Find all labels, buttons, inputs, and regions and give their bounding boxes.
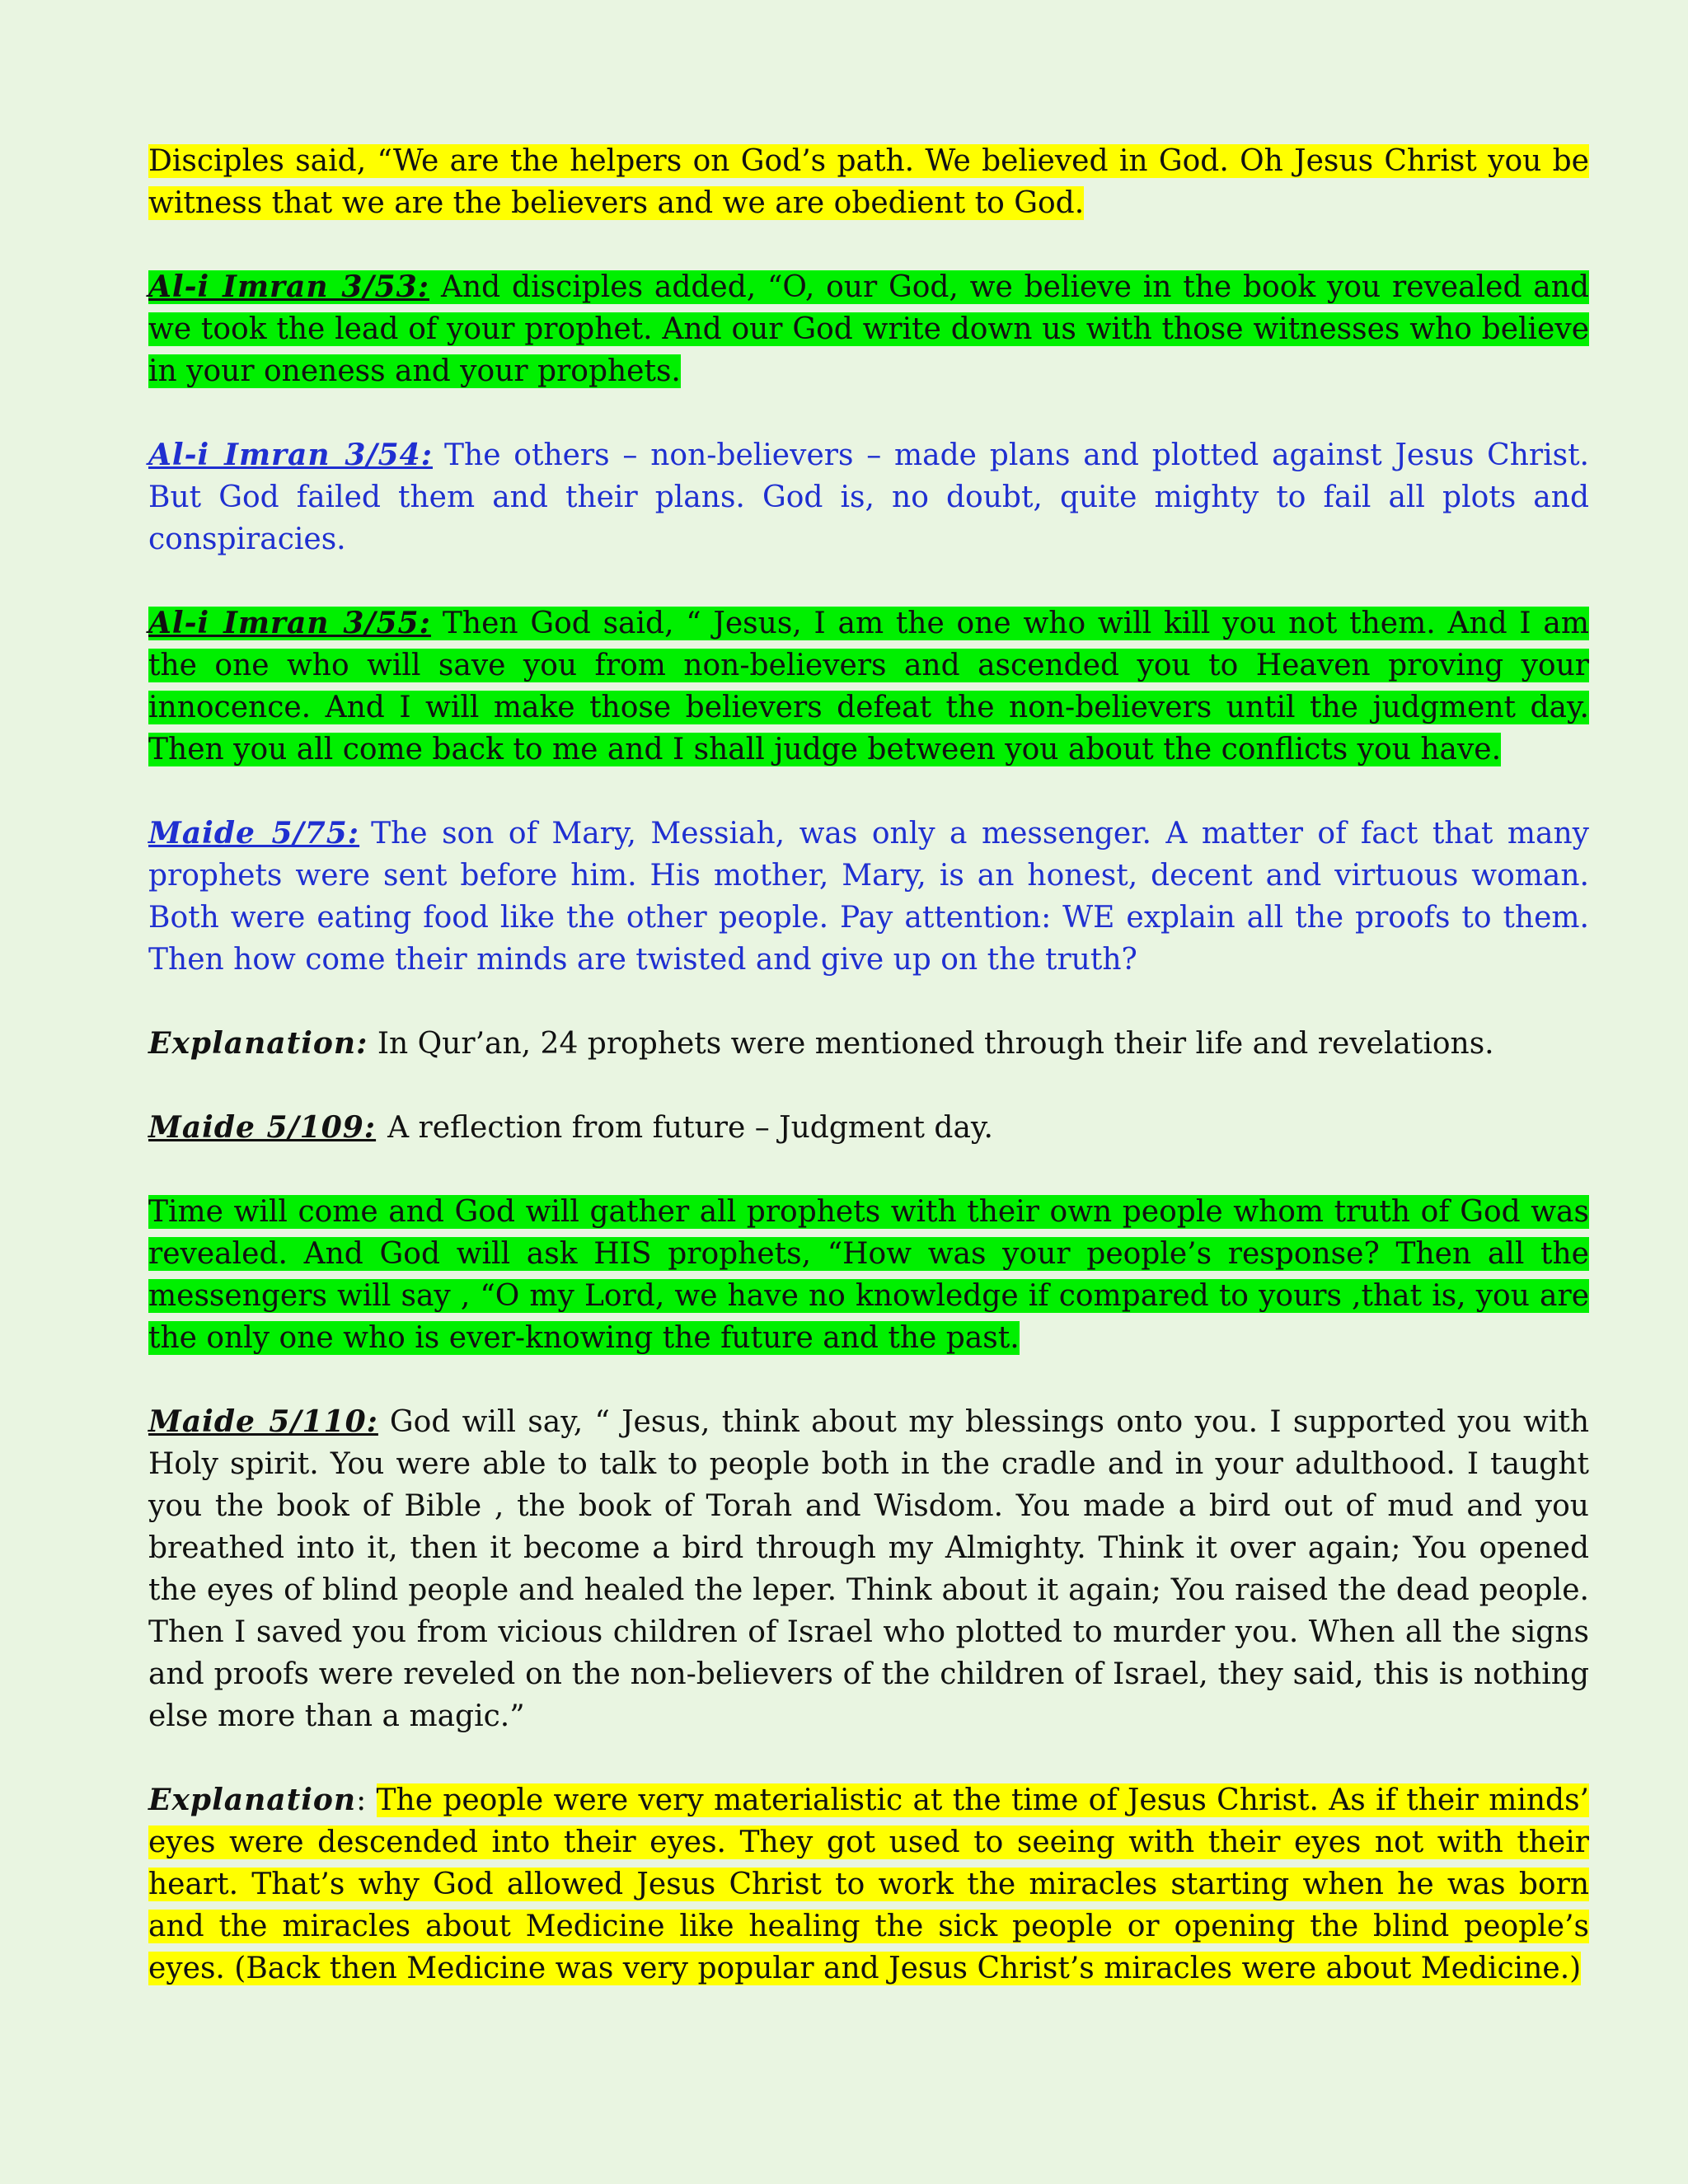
- paragraph-explanation-miracles: [148, 1779, 1589, 1990]
- paragraph-maide-5-110: [148, 1401, 1589, 1737]
- explanation-text: In Qur’an, 24 prophets were mentioned through their life and revelations.: [377, 1027, 1494, 1061]
- paragraph-al-i-imran-3-53: [148, 266, 1589, 392]
- verse-text: And disciples added, “O, our God, we believe in the book you revealed and we took the lead of your prophet. And our God write down us with those witnesses who believe in your oneness and your prophets.: [148, 270, 1589, 388]
- paragraph-explanation-prophets: [148, 1023, 1589, 1065]
- highlighted-block: [148, 607, 1589, 766]
- paragraph-disciples-said: [148, 140, 1589, 224]
- verse-reference: Al-i Imran 3/54:: [148, 438, 433, 472]
- verse-text: A reflection from future – Judgment day.: [387, 1111, 993, 1145]
- paragraph-al-i-imran-3-55: [148, 602, 1589, 771]
- verse-reference: Maide 5/75:: [148, 816, 360, 851]
- highlighted-text: Time will come and God will gather all prophets with their own people whom truth of God was revealed. And God will ask HIS prophets, “How was your people’s response? Then all the messengers will say , “O my Lord, we have no knowledge if compared to yours ,that is, you are the only one who is ever-knowing the future and the past.: [148, 1195, 1589, 1355]
- verse-text: Then God said, “ Jesus, I am the one who will kill you not them. And I am the one who will save you from non-believers and ascended you to Heaven proving your innocence. And I will make those believers defeat the non-believers until the judgment day. Then you all come back to me and I shall judge between you about the conflicts you have.: [148, 607, 1589, 766]
- highlighted-text: The people were very materialistic at the time of Jesus Christ. As if their minds’ eyes were descended into their eyes. They got used to seeing with their eyes not with their heart. That’s why God allowed Jesus Christ to work the miracles starting when he was born and the miracles about Medicine like healing the sick people or opening the blind people’s eyes. (Back then Medicine was very popular and Jesus Christ’s miracles were about Medicine.): [148, 1783, 1589, 1985]
- verse-reference: Al-i Imran 3/53:: [148, 269, 429, 304]
- explanation-label: Explanation:: [148, 1026, 368, 1061]
- verse-reference: Maide 5/110:: [148, 1404, 378, 1439]
- verse-reference: Al-i Imran 3/55:: [148, 606, 431, 640]
- paragraph-maide-5-109: [148, 1107, 1589, 1149]
- verse-text: The others – non-believers – made plans and plotted against Jesus Christ. But God failed them and their plans. God is, no doubt, quite mighty to fail all plots and conspiracies.: [148, 438, 1589, 556]
- highlighted-text: Disciples said, “We are the helpers on God’s path. We believed in God. Oh Jesus Christ you be witness that we are the believers and we are obedient to God.: [148, 144, 1589, 220]
- verse-reference: Maide 5/109:: [148, 1110, 377, 1145]
- verse-text: The son of Mary, Messiah, was only a messenger. A matter of fact that many prophets were sent before him. His mother, Mary, is an honest, decent and virtuous woman. Both were eating food like the other people. Pay attention: WE explain all the proofs to them. Then how come their minds are twisted and give up on the truth?: [148, 817, 1590, 977]
- paragraph-maide-5-75: [148, 813, 1589, 981]
- verse-text: God will say, “ Jesus, think about my blessings onto you. I supported you with Holy spirit. You were able to talk to people both in the cradle and in your adulthood. I taught you the book of Bible , the book of Torah and Wisdom. You made a bird out of mud and you breathed into it, then it become a bird through my Almighty. Think it over again; You opened the eyes of blind people and healed the leper. Think about it again; You raised the dead people. Then I saved you from vicious children of Israel who plotted to murder you. When all the signs and proofs were reveled on the non-believers of the children of Israel, they said, this is nothing else more than a magic.”: [148, 1405, 1590, 1733]
- paragraph-al-i-imran-3-54: [148, 434, 1589, 560]
- highlighted-block: [148, 270, 1589, 388]
- document-page: [148, 140, 1589, 2032]
- explanation-label: Explanation: [148, 1783, 357, 1817]
- paragraph-judgment-day: [148, 1191, 1589, 1359]
- explanation-colon: :: [356, 1783, 367, 1817]
